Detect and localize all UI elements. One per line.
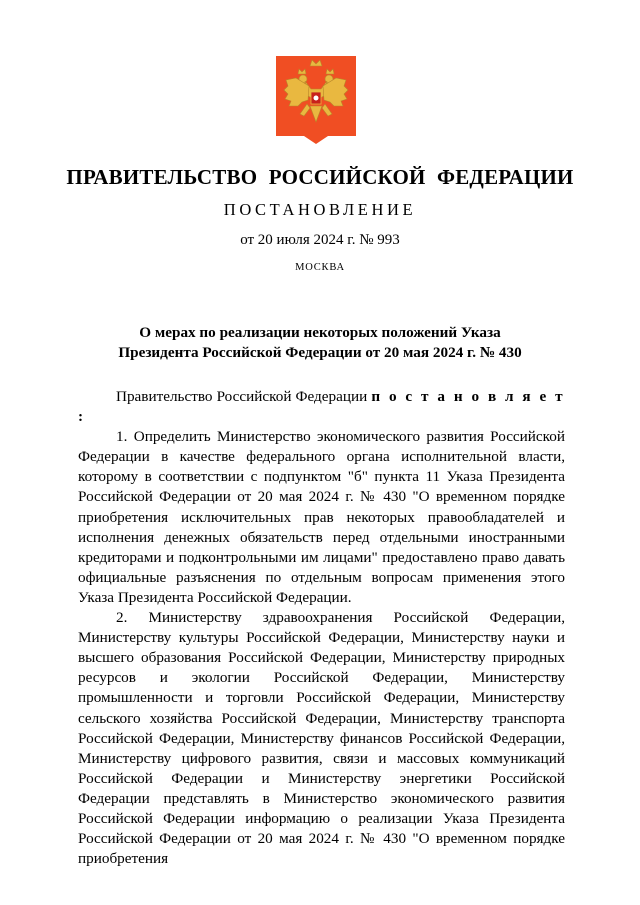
document-type: ПОСТАНОВЛЕНИЕ — [223, 200, 417, 219]
paragraph-2: 2. Министерству здравоохранения Российской Федерации, Министерству культуры Российской Федерации, Министерству науки и высшего образования Российской Федерации, Министерству природных ресурсов и экологии Российской Федерации, Министерству промышленности и торговли Российской Федерации, Министерству сельского хозяйства Российской Федерации, Министерству транспорта Российской Федерации, Министерству финансов Российской Федерации, Министерству цифрового развития, связи и массовых коммуникаций Российской Федерации и Министерству энергетики Российской Федерации представлять в Министерство экономического развития Российской Федерации информацию о реализации Указа Президента Российской Федерации от 20 мая 2024 г. № 430 "О временном порядке приобретения — [78, 609, 565, 868]
intro-text: Правительство Российской Федерации — [116, 388, 372, 405]
document-heading — [0, 323, 640, 363]
document-heading-line-1: О мерах по реализации некоторых положений Указа — [139, 324, 501, 341]
emblem-shield-tip — [304, 136, 328, 144]
document-heading-line-2: Президента Российской Федерации от 20 мая 2024 г. № 430 — [118, 344, 522, 361]
document-city: МОСКВА — [295, 262, 345, 273]
coat-of-arms-icon — [276, 56, 356, 144]
intro-paragraph — [78, 387, 565, 427]
paragraph-1: 1. Определить Министерство экономического развития Российской Федерации в качестве федерального органа исполнительной власти, которому в соответствии с подпунктом "б" пункта 11 Указа Президента Российской Федерации от 20 мая 2024 г. № 430 "О временном порядке приобретения исключительных прав некоторых правообладателей и исполнения денежных обязательств перед отдельными иностранными кредиторами и подконтрольными им лицами" предоставлено право давать официальные разъяснения по отдельным вопросам применения этого Указа Президента Российской Федерации. — [78, 428, 565, 606]
document-date-number: от 20 июля 2024 г. № 993 — [240, 232, 400, 248]
government-title: ПРАВИТЕЛЬСТВО РОССИЙСКОЙ ФЕДЕРАЦИИ — [66, 165, 574, 189]
decree-word: п о с т а н о в л я е т : — [78, 388, 565, 426]
document-body — [78, 387, 565, 869]
